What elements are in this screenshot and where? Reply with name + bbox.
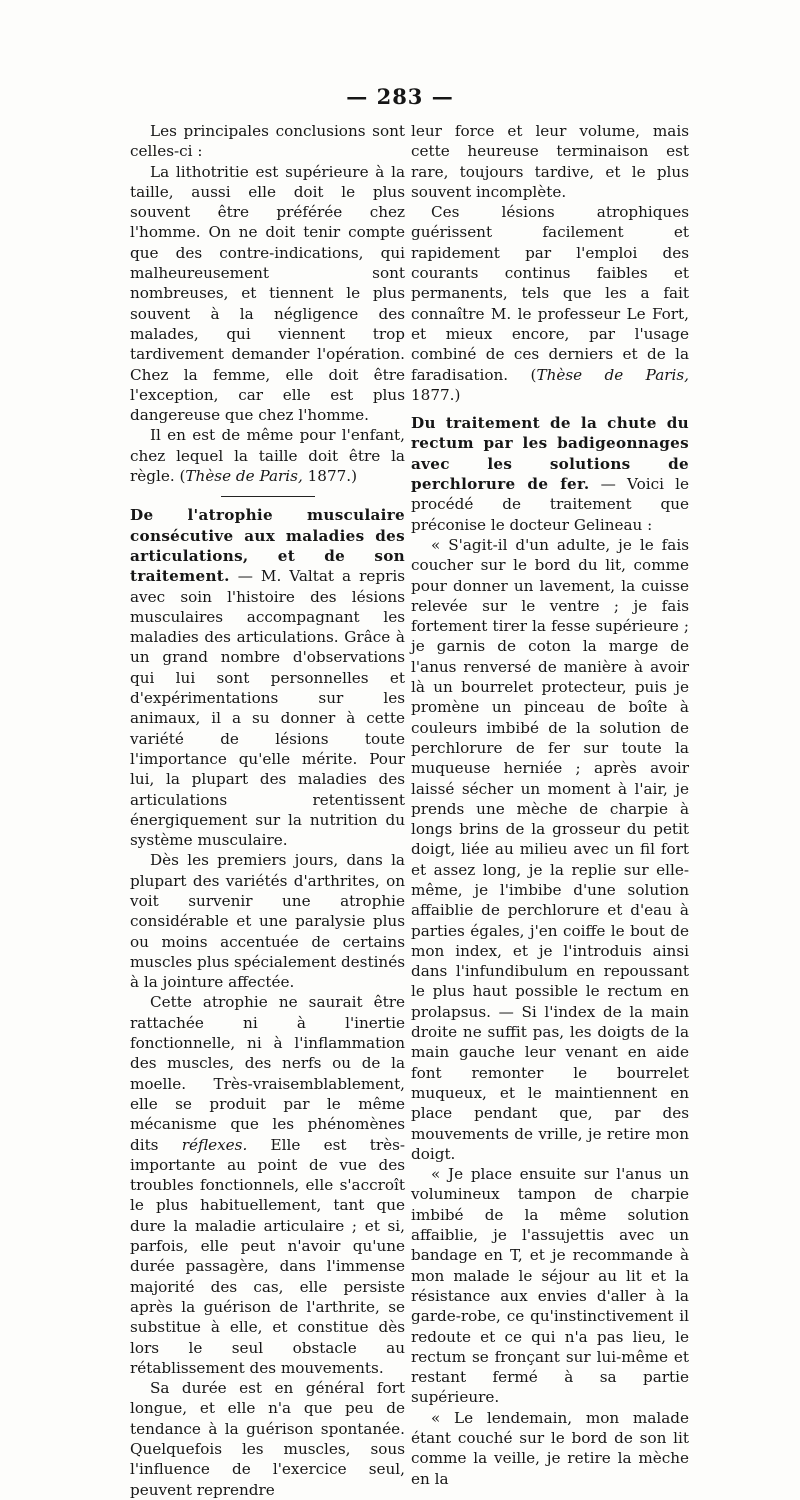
article-title: De l'atrophie musculaire consécutive aux maladies des articulations, et de son traitement. [130, 506, 405, 586]
paragraph-text: Il en est de même pour l'enfant, chez lequel la taille doit être la règle. ( [130, 426, 405, 486]
article-intro: — M. Valtat a repris avec soin l'histoire des lésions musculaires accompagnant les maladies des articulations. Grâce à un grand nombre d'observations qui lui sont personnelles et d'expérimentations sur les animaux, il a su donner à cette variété de lésions toute l'importance qu'elle mérite. Pour lui, la plupart des maladies des articulations retentissent énergiquement sur la nutrition du système musculaire. [130, 567, 405, 850]
emphasis: réflexes. [181, 1135, 248, 1154]
paragraph: « S'agit-il d'un adulte, je le fais coucher sur le bord du lit, comme pour donner un lavement, la cuisse relevée sur le ventre ; je fais fortement tirer la fesse supérieure ; je garnis de coton la marge de l'anus renversé de manière à avoir là un bourrelet protecteur, puis je promène un pinceau de boîte à couleurs imbibé de la solution de perchlorure de fer sur toute la muqueuse herniée ; après avoir laissé sécher un moment à l'air, je prends une mèche de charpie à longs brins de la grosseur du petit doigt, liée au milieu avec un fil fort et assez long, je la replie sur elle-même, je l'imbibe d'une solution affaiblie de perchlorure et d'eau à parties égales, j'en coiffe le bout de mon index, et je l'introduis ainsi dans l'infundibulum en repoussant le plus haut possible le rectum en prolapsus. — Si l'index de la main droite ne suffit pas, les doigts de la main gauche leur venant en aide font remonter le bourrelet muqueux, et le maintiennent en place pendant que, par des mouvements de vrille, je retire mon doigt. [411, 535, 689, 1163]
paragraph: leur force et leur volume, mais cette heureuse terminaison est rare, toujours tardive, et le plus souvent incomplète. [411, 122, 689, 201]
paragraph [130, 425, 405, 486]
article-title: Du traitement de la chute du rectum par les badigeonnages avec les solutions de perchlorure de fer. [411, 414, 689, 494]
page-number: — 283 — [346, 84, 454, 109]
paragraph-text: Ces lésions atrophiques guérissent facilement et rapidement par l'emploi des courants continus faibles et permanents, tels que les a fait connaître M. le professeur Le Fort, et mieux encore, par l'usage combiné de ces derniers et de la faradisation. ( [411, 203, 689, 384]
paragraph [130, 992, 405, 1378]
right-column [411, 121, 689, 1489]
left-column [130, 121, 405, 1500]
citation: Thèse de Paris, [536, 365, 689, 384]
paragraph: « Le lendemain, mon malade étant couché sur le bord de son lit comme la veille, je retire la mèche en la [411, 1408, 689, 1488]
paragraph-text: Cette atrophie ne saurait être rattachée ni à l'inertie fonctionnelle, ni à l'inflammation des muscles, des nerfs ou de la moelle. Très-vraisemblablement, elle se produit par le même mécanisme que les phénomènes dits [130, 993, 405, 1154]
paragraph: Les principales conclusions sont celles-ci : [130, 122, 405, 161]
paragraph-text: 1877.) [411, 385, 461, 404]
paragraph-text: 1877.) [302, 467, 358, 486]
paragraph: La lithotritie est supérieure à la taille, aussi elle doit le plus souvent être préférée chez l'homme. On ne doit tenir compte que des contre-indications, qui malheureusement sont nombreuses, et tiennent le plus souvent à la négligence des malades, qui viennent trop tardivement demander l'opération. Chez la femme, elle doit être l'exception, car elle est plus dangereuse que chez l'homme. [130, 162, 405, 425]
article-paragraph [411, 413, 689, 535]
article-intro: — Voici le procédé de traitement que préconise le docteur Gelineau : [411, 475, 689, 534]
paragraph-text: Elle est très-importante au point de vue des troubles fonctionnels, elle s'accroît le plus habituellement, tant que dure la maladie articulaire ; et si, parfois, elle peut n'avoir qu'une durée passagère, dans l'immense majorité des cas, elle persiste après la guérison de l'arthrite, se substitue à elle, et constitue dès lors le seul obstacle au rétablissement des mouvements. [130, 1135, 405, 1377]
paragraph: Dès les premiers jours, dans la plupart des variétés d'arthrites, on voit survenir une atrophie considérable et une paralysie plus ou moins accentuée de certains muscles plus spécialement destinés à la jointure affectée. [130, 851, 405, 992]
paragraph [411, 202, 689, 405]
citation: Thèse de Paris, [185, 467, 303, 486]
paragraph: « Je place ensuite sur l'anus un volumineux tampon de charpie imbibé de la même solution affaiblie, je l'assujettis avec un bandage en T, et je recommande à mon malade le séjour au lit et la résistance aux envies d'aller à la garde-robe, ce qu'instinctivement il redoute et ce qui n'a pas lieu, le rectum se fronçant sur lui-même et restant fermé à sa partie supérieure. [411, 1165, 689, 1407]
section-divider [221, 496, 315, 497]
article-paragraph [130, 505, 405, 850]
spacer [411, 405, 689, 413]
paragraph: Sa durée est en général fort longue, et elle n'a que peu de tendance à la guérison spontanée. Quelquefois les muscles, sous l'influence de l'exercice seul, peuvent reprendre [130, 1379, 405, 1499]
